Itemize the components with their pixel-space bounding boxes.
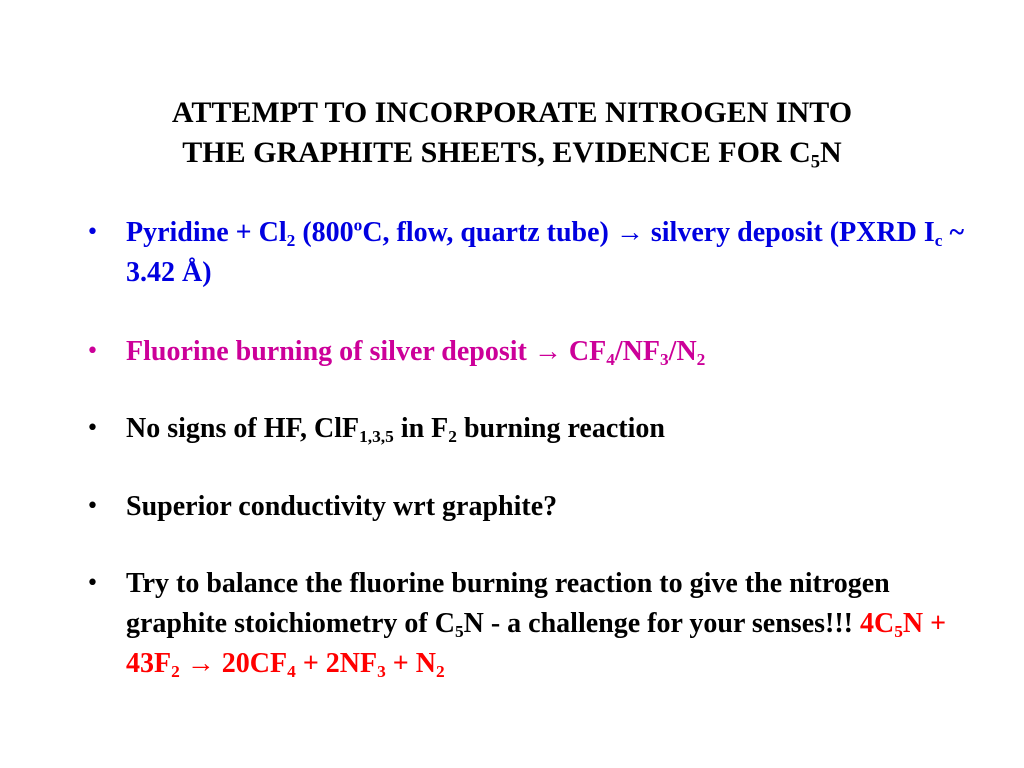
bullet-dot-icon: •	[86, 339, 99, 364]
arrow-icon: →	[533, 336, 562, 367]
bullet-dot-icon: •	[86, 220, 99, 245]
bullet-pyridine	[86, 213, 966, 293]
arrow-icon: →	[615, 217, 644, 248]
bullet-dot-icon: •	[86, 416, 99, 441]
bullet-text: No signs of HF, ClF$_{1,3,5}$ in $F_2$ burning reaction	[126, 413, 665, 447]
bullet-text: Superior conductivity wrt graphite?	[126, 491, 558, 522]
bullet-dot-icon: •	[86, 494, 99, 519]
title-line-2: THE GRAPHITE SHEETS, EVIDENCE FOR $C_5N$	[182, 136, 842, 173]
bullet-fluorine-burning	[86, 332, 966, 372]
bullet-dot-icon: •	[86, 571, 99, 596]
bullet-text: Fluorine burning of silver deposit → $CF_4/NF_3/N_2$	[126, 336, 706, 370]
title-line-1: ATTEMPT TO INCORPORATE NITROGEN INTO	[171, 96, 853, 129]
bullet-text: Pyridine + $Cl_2$ (800$^o$C, flow, quartz tube) → silvery deposit (PXRD $I_c$ ~ 3.42 Å)	[126, 215, 965, 288]
slide-title	[0, 93, 1024, 173]
arrow-icon: →	[186, 648, 215, 679]
bullet-conductivity	[86, 487, 966, 527]
bullet-balance-reaction	[86, 564, 966, 684]
bullet-text: Try to balance the fluorine burning reaction to give the nitrogen graphite stoichiometry of $C_5N$ - a challenge for your senses!!! $4C_5N + 43F_2 \to 20CF_4 + 2NF_3 + N_2$	[126, 568, 947, 682]
balanced-equation: $4C_5N + 43F_2 \to 20CF_4 + 2NF_3 + N_2$	[126, 608, 947, 682]
bullet-no-hf	[86, 409, 966, 449]
